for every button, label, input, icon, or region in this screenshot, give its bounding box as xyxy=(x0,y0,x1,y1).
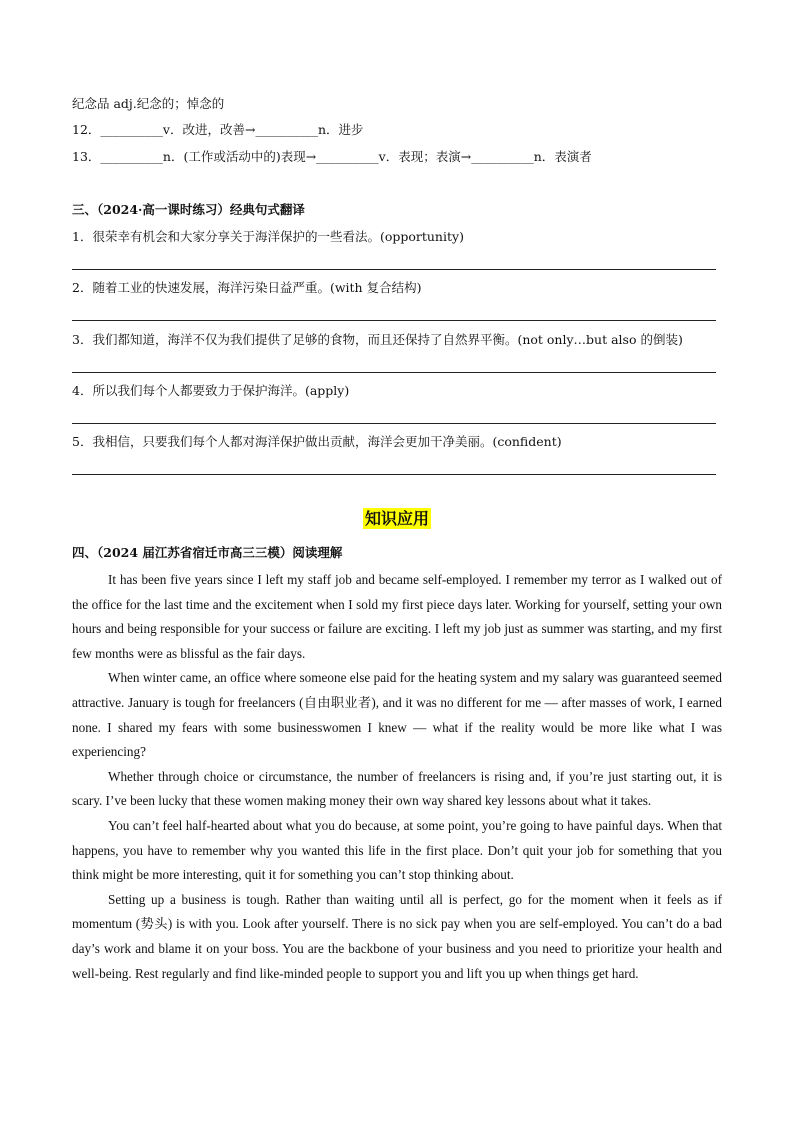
section-4-heading: 四、（2024 届江苏省宿迁市高三三模）阅读理解 xyxy=(72,545,343,560)
passage-paragraph-5: Setting up a business is tough. Rather than waiting until all is perfect, go for the moment when it feels as if momentum (势头) is with you. Look after yourself. There is no sick pay when you are self-employed. You can’t do a bad day’s work and blame it on your boss. You are the backbone of your business and you need to prioritize your health and well-being. Rest regularly and find like-minded people to support you and lift you up when things get hard. xyxy=(72,891,722,981)
translation-item-5: 5．我相信，只要我们每个人都对海洋保护做出贡献，海洋会更加干净美丽。(confident) xyxy=(72,434,562,449)
translation-item-2: 2．随着工业的快速发展，海洋污染日益严重。(with 复合结构) xyxy=(72,280,422,295)
reading-passage xyxy=(72,568,722,986)
translation-item-3: 3．我们都知道，海洋不仅为我们提供了足够的食物，而且还保持了自然界平衡。(not only…but also 的倒装) xyxy=(72,332,683,347)
passage-paragraph-4: You can’t feel half-hearted about what you do because, at some point, you’re going to have painful days. When that happens, you have to remember why you wanted this life in the first place. Don’t quit your job for something that you think might be more interesting, quit it for something you can’t stop thinking about. xyxy=(72,817,722,883)
translation-item-4: 4．所以我们每个人都要致力于保护海洋。(apply) xyxy=(72,383,350,398)
answer-line-4[interactable] xyxy=(72,423,716,424)
section-3-heading: 三、（2024·高一课时练习）经典句式翻译 xyxy=(72,202,305,217)
answer-line-5[interactable] xyxy=(72,474,716,475)
vocab-line-memorial: 纪念品 adj.纪念的；悼念的 xyxy=(72,96,225,111)
vocab-item-12: 12．__________v．改进，改善→__________n．进步 xyxy=(72,122,364,137)
answer-line-2[interactable] xyxy=(72,320,716,321)
answer-line-1[interactable] xyxy=(72,269,716,270)
vocab-item-13: 13．__________n．(工作或活动中的)表现→__________v．表现；表演→__________n．表演者 xyxy=(72,149,592,164)
knowledge-application-title: 知识应用 xyxy=(364,509,429,528)
knowledge-application-title-wrap xyxy=(0,506,794,529)
passage-paragraph-1: It has been five years since I left my staff job and became self-employed. I remember my terror as I walked out of the office for the last time and the excitement when I sold my first piece days later. Working for yourself, setting your own hours and being responsible for your success or failure are exciting. I left my job just as summer was starting, and my first few months were as blissful as the fair days. xyxy=(72,572,722,661)
answer-line-3[interactable] xyxy=(72,372,716,373)
translation-item-1: 1．很荣幸有机会和大家分享关于海洋保护的一些看法。(opportunity) xyxy=(72,229,464,244)
passage-paragraph-3: Whether through choice or circumstance, the number of freelancers is rising and, if you’re just starting out, it is scary. I’ve been lucky that these women making money their own way shared key lessons about what it takes. xyxy=(72,768,722,809)
passage-paragraph-2: When winter came, an office where someone else paid for the heating system and my salary was guaranteed seemed attractive. January is tough for freelancers (自由职业者), and it was no different for me — after masses of work, I earned none. I shared my fears with some businesswomen I knew — what if the reality would be more like what I was experiencing? xyxy=(72,670,722,760)
